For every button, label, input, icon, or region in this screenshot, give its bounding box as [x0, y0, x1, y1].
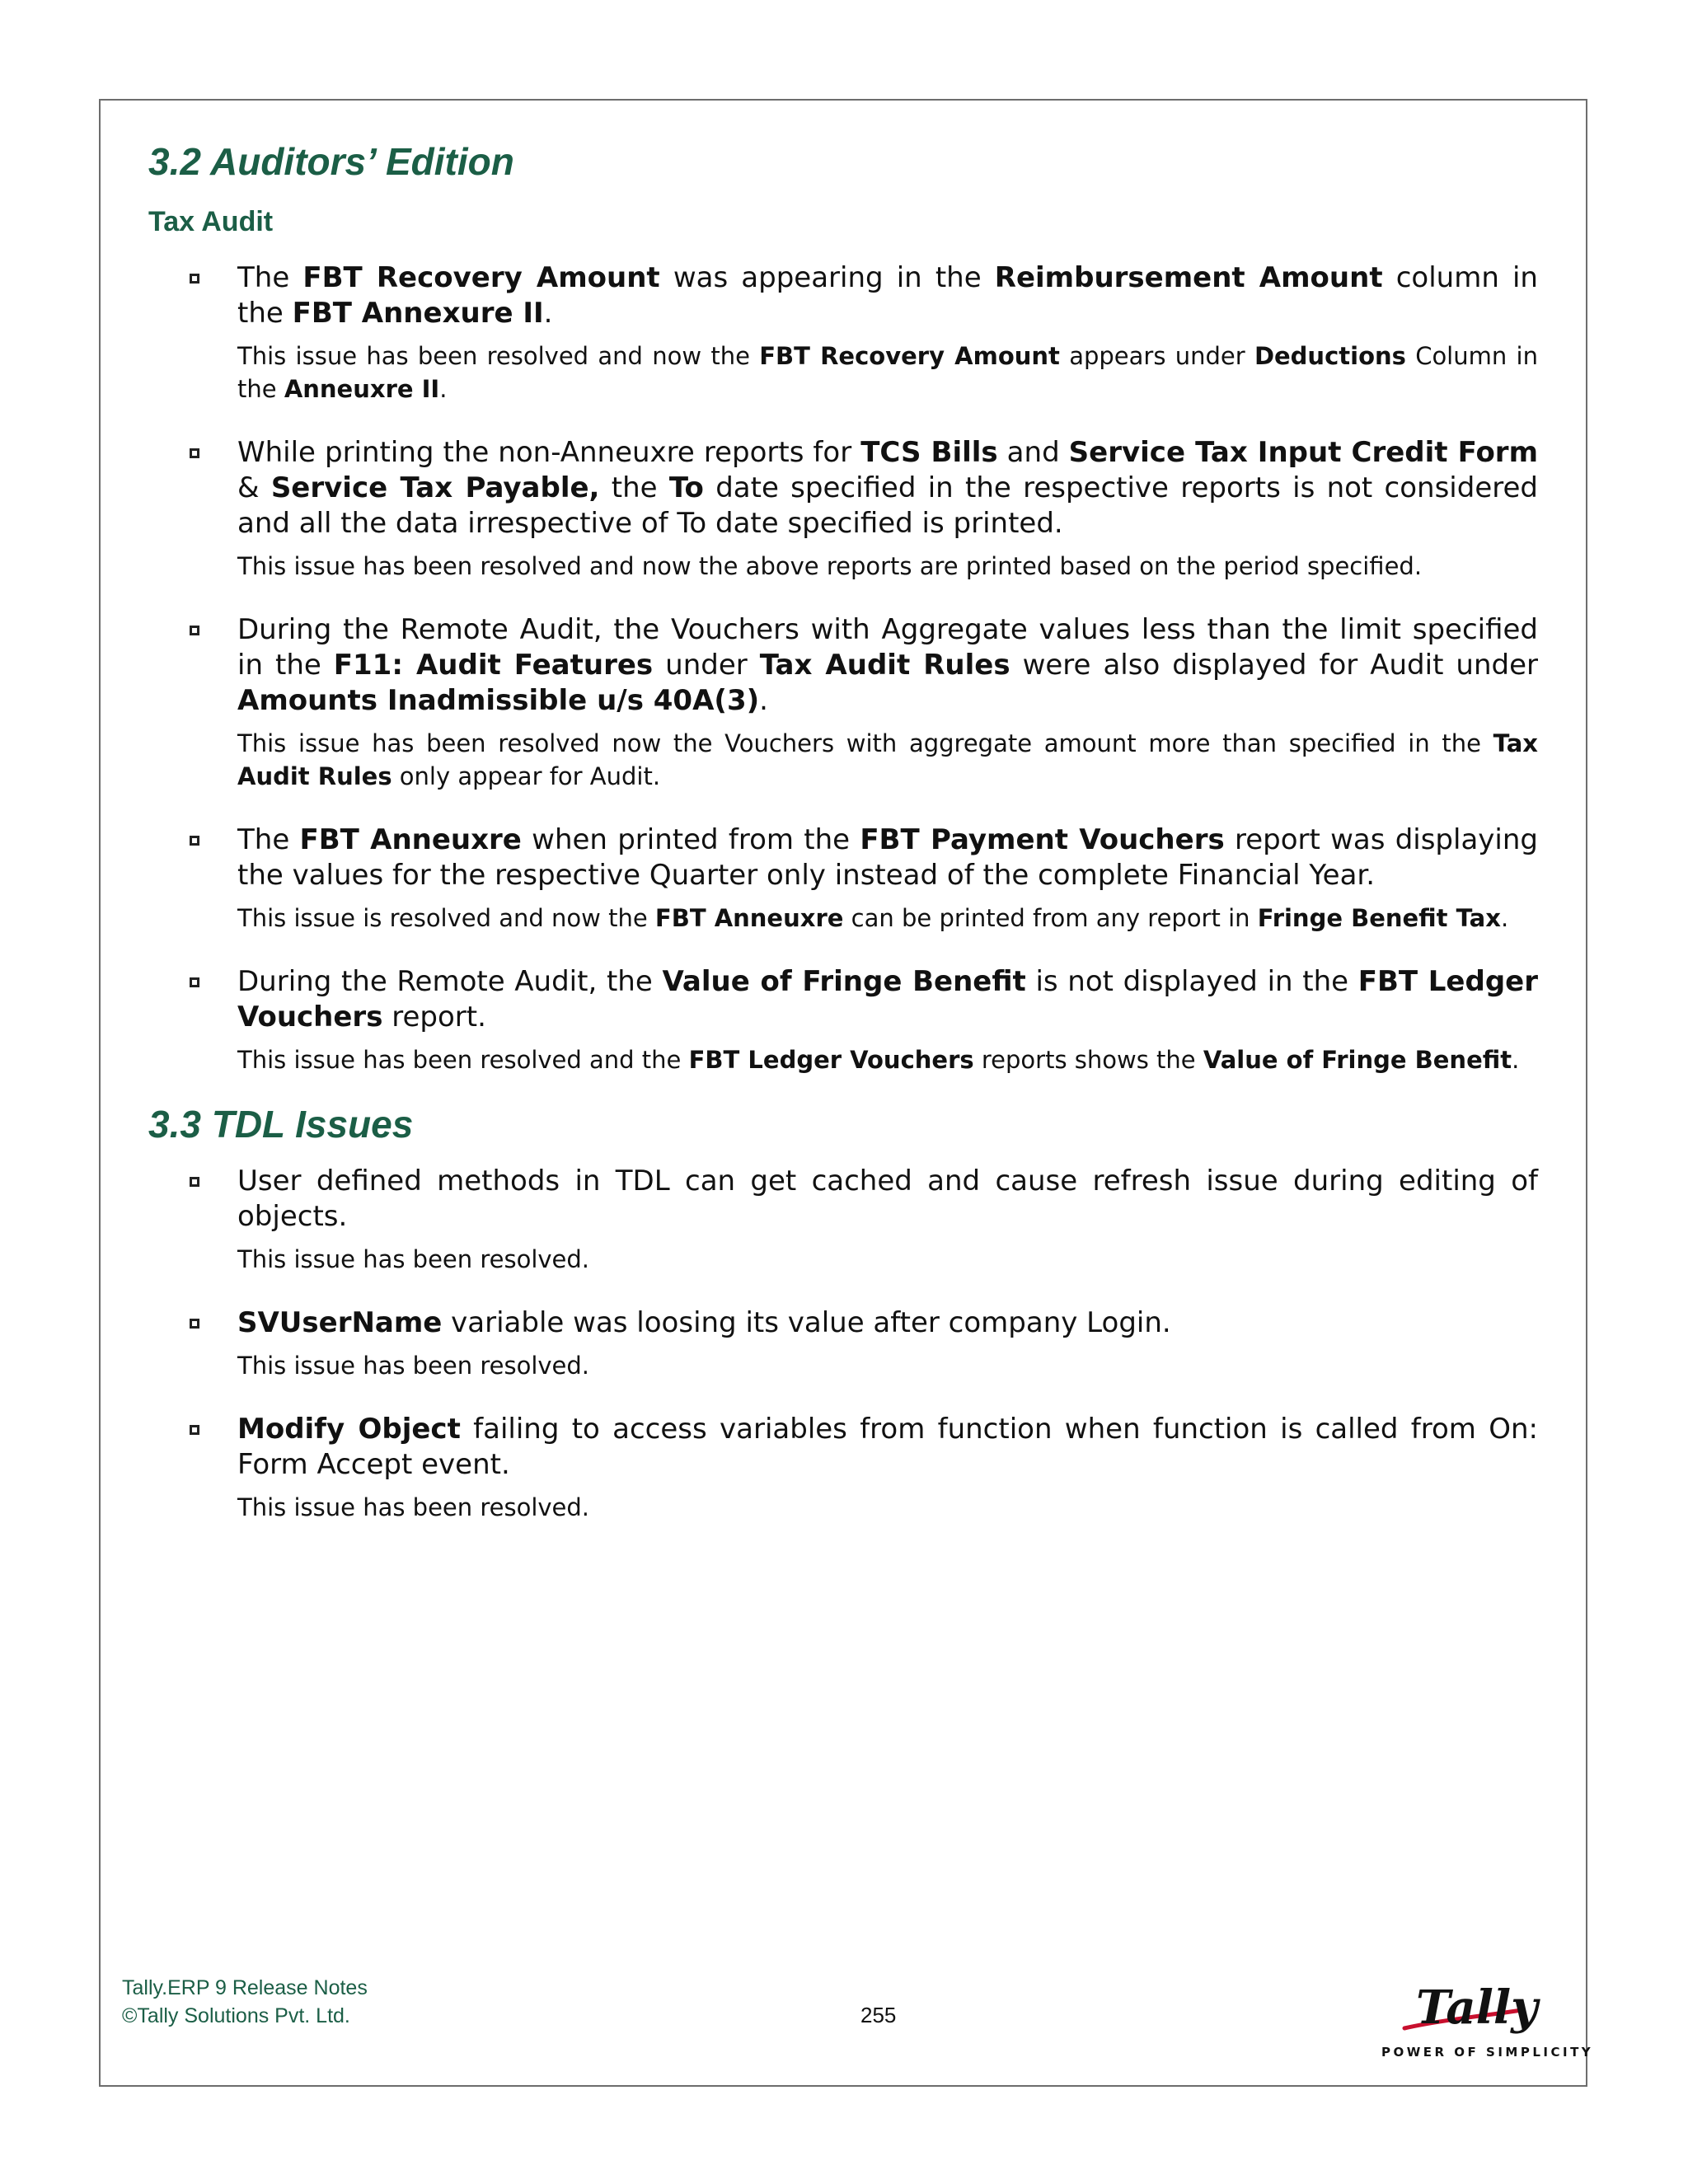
text-run: The	[237, 261, 303, 294]
bold-term: Value of Fringe Benefit	[1203, 1046, 1512, 1074]
square-bullet-icon	[190, 1425, 199, 1435]
bold-term: Modify Object	[237, 1413, 461, 1446]
resolution-note	[237, 727, 1538, 793]
text-run: can be printed from any report in	[843, 904, 1258, 932]
bold-term: Tax Audit Rules	[759, 649, 1010, 682]
square-bullet-icon	[190, 1319, 199, 1329]
issue-text	[237, 964, 1538, 1035]
issue-text	[237, 1412, 1538, 1483]
footer-credits	[122, 1974, 368, 2030]
section-title-tdl-issues: 3.3 TDL Issues	[148, 1103, 414, 1146]
text-run: the	[599, 471, 669, 504]
issue-text	[237, 1305, 1538, 1341]
text-run: During the Remote Audit, the	[237, 965, 663, 998]
list-item	[148, 1305, 1538, 1382]
issue-text	[237, 1164, 1538, 1235]
square-bullet-icon	[190, 1177, 199, 1187]
text-run: column in the	[237, 261, 1538, 330]
square-bullet-icon	[190, 977, 199, 987]
square-bullet-icon	[190, 448, 199, 458]
bold-term: Fringe Benefit Tax	[1257, 904, 1501, 932]
bold-term: FBT Ledger Vouchers	[688, 1046, 974, 1074]
bold-term: FBT Ledger Vouchers	[237, 965, 1538, 1033]
resolution-note	[237, 1043, 1538, 1076]
resolution-note	[237, 902, 1538, 935]
bold-term: Service Tax Input Credit Form	[1068, 436, 1538, 469]
list-item	[148, 260, 1538, 405]
text-run: date specified in the respective reports is not considered and all the data irrespective of To date specified is printed.	[237, 471, 1538, 540]
bold-term: FBT Recovery Amount	[302, 261, 660, 294]
text-run: failing to access variables from function when function is called from On: Form Accept event.	[237, 1413, 1538, 1481]
text-run: This issue has been resolved and now the	[237, 342, 760, 370]
text-run: is not displayed in the	[1025, 965, 1358, 998]
list-item	[148, 435, 1538, 583]
bold-term: FBT Recovery Amount	[759, 342, 1060, 370]
resolution-note	[237, 1491, 1538, 1524]
text-run: variable was loosing its value after company Login.	[442, 1306, 1171, 1339]
text-run: .	[543, 297, 553, 330]
bold-term: FBT Annexure II	[292, 297, 544, 330]
square-bullet-icon	[190, 836, 199, 846]
text-run: This issue has been resolved and now the above reports are printed based on the period specified.	[237, 552, 1423, 580]
text-run: This issue has been resolved and the	[237, 1046, 689, 1074]
bold-term: FBT Anneuxre	[299, 823, 522, 856]
text-run: This issue has been resolved now the Vouchers with aggregate amount more than specified in the	[237, 729, 1493, 757]
text-run: and	[997, 436, 1069, 469]
issue-text	[237, 435, 1538, 541]
text-run: under	[653, 649, 760, 682]
text-run: User defined methods in TDL can get cached and cause refresh issue during editing of objects.	[237, 1165, 1538, 1233]
square-bullet-icon	[190, 274, 199, 284]
text-run: .	[439, 375, 448, 403]
section-title-auditors-edition: 3.2 Auditors’ Edition	[148, 140, 514, 183]
text-run: Column in the	[237, 342, 1538, 403]
text-run: .	[759, 684, 768, 717]
list-item	[148, 1164, 1538, 1276]
footer-doc-title: Tally.ERP 9 Release Notes	[122, 1976, 368, 1999]
bold-term: F11: Audit Features	[333, 649, 654, 682]
tdl-issues-list	[148, 1164, 1538, 1524]
issue-text	[237, 612, 1538, 719]
bold-term: FBT Payment Vouchers	[860, 823, 1225, 856]
text-run: when printed from the	[521, 823, 860, 856]
text-run: report.	[382, 1001, 486, 1033]
bold-term: Deductions	[1254, 342, 1406, 370]
text-run: This issue has been resolved.	[237, 1493, 590, 1521]
bold-term: To	[668, 471, 704, 504]
text-run: only appear for Audit.	[392, 762, 661, 790]
tally-logo	[1375, 1974, 1594, 2064]
text-run: &	[237, 471, 271, 504]
list-item	[148, 823, 1538, 935]
bold-term: Service Tax Payable,	[270, 471, 600, 504]
text-run: report was displaying the values for the respective Quarter only instead of the complete Financial Year.	[237, 823, 1538, 892]
list-item	[148, 612, 1538, 793]
list-item	[148, 964, 1538, 1076]
bold-term: SVUserName	[237, 1306, 443, 1339]
bold-term: Tax Audit Rules	[237, 729, 1538, 790]
tax-audit-list	[148, 260, 1538, 1076]
text-run: While printing the non-Anneuxre reports for	[237, 436, 861, 469]
resolution-note	[237, 1349, 1538, 1382]
bold-term: TCS Bills	[860, 436, 998, 469]
resolution-note	[237, 550, 1538, 583]
text-run: This issue has been resolved.	[237, 1352, 590, 1380]
text-run: This issue has been resolved.	[237, 1245, 590, 1273]
text-run: reports shows the	[973, 1046, 1203, 1074]
bold-term: Amounts Inadmissible u/s 40A(3)	[237, 684, 760, 717]
text-run: The	[237, 823, 300, 856]
page-content	[148, 132, 1538, 1524]
list-item	[148, 1412, 1538, 1524]
issue-text	[237, 823, 1538, 893]
text-run: were also displayed for Audit under	[1010, 649, 1538, 682]
resolution-note	[237, 1243, 1538, 1276]
footer-copyright: ©Tally Solutions Pvt. Ltd.	[122, 2004, 350, 2027]
bold-term: Value of Fringe Benefit	[662, 965, 1026, 998]
bold-term: Anneuxre II	[284, 375, 440, 403]
text-run: This issue is resolved and now the	[237, 904, 655, 932]
resolution-note	[237, 340, 1538, 405]
square-bullet-icon	[190, 626, 199, 635]
bold-term: FBT Anneuxre	[654, 904, 844, 932]
text-run: During the Remote Audit, the Vouchers with Aggregate values less than the limit specified in the	[237, 613, 1538, 682]
issue-text	[237, 260, 1538, 331]
text-run: .	[1512, 1046, 1520, 1074]
logo-wordmark: Tally	[1416, 1980, 1538, 2035]
subsection-title-tax-audit: Tax Audit	[148, 206, 274, 237]
bold-term: Reimbursement Amount	[994, 261, 1383, 294]
text-run: appears under	[1059, 342, 1254, 370]
text-run: .	[1500, 904, 1509, 932]
text-run: was appearing in the	[659, 261, 995, 294]
logo-tagline: POWER OF SIMPLICITY	[1381, 2045, 1594, 2060]
page-number: 255	[860, 2003, 897, 2027]
